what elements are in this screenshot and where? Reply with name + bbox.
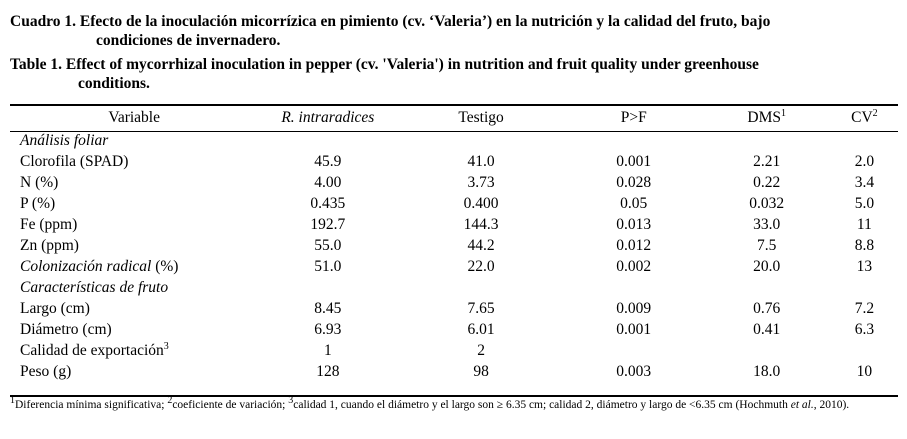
row-label-italic: Colonización radical xyxy=(20,257,152,275)
cell-control: 3.73 xyxy=(467,173,495,191)
cell-control: 41.0 xyxy=(467,152,495,170)
header-cv-label: CV xyxy=(851,109,873,126)
cell-treatment: 0.435 xyxy=(310,194,346,212)
table-row xyxy=(10,235,898,256)
row-label: Fe (ppm) xyxy=(20,215,78,233)
cell-cv: 8.8 xyxy=(854,236,875,254)
cell-control: 22.0 xyxy=(467,257,495,275)
cell-control: 144.3 xyxy=(463,215,499,233)
row-label-unit: (%) xyxy=(151,257,179,275)
footnote-text-3: calidad 1, cuando el diámetro y el largo son ≥ 6.35 cm; calidad 2, diámetro y largo de <6.35 cm (Hochmuth xyxy=(293,399,791,411)
caption-spanish xyxy=(10,12,900,50)
cell-cv: 7.2 xyxy=(854,299,875,317)
section-label: Análisis foliar xyxy=(20,131,109,149)
section-row-foliar xyxy=(10,130,898,151)
cell-control: 0.400 xyxy=(463,194,499,212)
caption-es-label: Cuadro 1. xyxy=(10,13,77,30)
cell-cv: 10 xyxy=(856,362,873,380)
cell-pf: 0.001 xyxy=(616,320,652,338)
caption-es-line2: condiciones de invernadero. xyxy=(96,32,281,49)
cell-dms: 18.0 xyxy=(753,362,781,380)
cell-dms xyxy=(703,340,831,361)
cell-cv: 13 xyxy=(856,257,873,275)
cell-pf: 0.003 xyxy=(616,362,652,380)
cell-cv: 2.0 xyxy=(854,152,875,170)
caption-en-label: Table 1. xyxy=(10,56,62,73)
table-row xyxy=(10,319,898,340)
caption-en-line1: Effect of mycorrhizal inoculation in pepper (cv. 'Valeria') in nutrition and fruit quality under greenhouse xyxy=(65,56,759,73)
table-header-row xyxy=(10,106,898,130)
table-row xyxy=(10,151,898,172)
table-row xyxy=(10,172,898,193)
cell-treatment: 45.9 xyxy=(314,152,342,170)
row-label: Clorofila (SPAD) xyxy=(20,152,129,170)
caption-en-line2: conditions. xyxy=(78,75,150,92)
cell-treatment: 128 xyxy=(316,362,340,380)
footnote-sup-3: 3 xyxy=(288,395,294,407)
cell-pf: 0.009 xyxy=(616,299,652,317)
row-label-sup: 3 xyxy=(163,340,169,352)
cell-control: 6.01 xyxy=(467,320,495,338)
cell-pf: 0.05 xyxy=(620,194,648,212)
cell-pf: 0.002 xyxy=(616,257,652,275)
table-row xyxy=(10,298,898,319)
cell-control: 44.2 xyxy=(467,236,495,254)
table-row xyxy=(10,214,898,235)
footnote-text-4: , 2010). xyxy=(813,399,850,411)
cell-treatment: 4.00 xyxy=(314,173,342,191)
cell-treatment: 55.0 xyxy=(314,236,342,254)
cell-cv: 3.4 xyxy=(854,173,875,191)
cell-dms: 20.0 xyxy=(753,257,781,275)
cell-pf: 0.001 xyxy=(616,152,652,170)
row-label-colonizacion xyxy=(10,256,258,277)
cell-cv: 5.0 xyxy=(854,194,875,212)
cell-pf: 0.012 xyxy=(616,236,652,254)
row-label-calidad xyxy=(10,340,258,361)
cell-pf: 0.013 xyxy=(616,215,652,233)
row-label: Peso (g) xyxy=(20,362,72,380)
cell-treatment: 6.93 xyxy=(314,320,342,338)
header-dms-sup: 1 xyxy=(781,107,787,119)
row-label: P (%) xyxy=(20,194,56,212)
cell-dms: 2.21 xyxy=(753,152,781,170)
caption-es-line1: Efecto de la inoculación micorrízica en pimiento (cv. ‘Valeria’) en la nutrición y la calidad del fruto, bajo xyxy=(79,13,771,30)
table-row xyxy=(10,193,898,214)
cell-control: 2 xyxy=(477,341,485,359)
footnote-text-2: coeficiente de variación; xyxy=(172,399,289,411)
cell-dms: 0.032 xyxy=(749,194,785,212)
cell-cv: 11 xyxy=(856,215,872,233)
header-variable: Variable xyxy=(108,109,160,126)
row-label: Zn (ppm) xyxy=(20,236,79,254)
cell-control: 7.65 xyxy=(467,299,495,317)
footnote-text-1: Diferencia mínima significativa; xyxy=(15,399,168,411)
cell-treatment: 8.45 xyxy=(314,299,342,317)
cell-treatment: 192.7 xyxy=(310,215,346,233)
row-label-text: Calidad de exportación xyxy=(20,341,164,359)
header-cv-sup: 2 xyxy=(872,107,878,119)
results-table xyxy=(10,106,898,382)
header-treatment: R. intraradices xyxy=(281,109,375,126)
cell-cv: 6.3 xyxy=(854,320,875,338)
cell-treatment: 51.0 xyxy=(314,257,342,275)
row-label: Diámetro (cm) xyxy=(20,320,112,338)
header-cv xyxy=(831,106,898,130)
footnote-etal: et al. xyxy=(790,399,814,411)
header-pf: P>F xyxy=(620,109,647,126)
cell-dms: 0.41 xyxy=(753,320,781,338)
table-row xyxy=(10,256,898,277)
header-dms xyxy=(703,106,831,130)
cell-pf xyxy=(565,340,703,361)
cell-dms: 33.0 xyxy=(753,215,781,233)
table-row xyxy=(10,361,898,382)
cell-treatment: 1 xyxy=(323,341,332,359)
cell-dms: 7.5 xyxy=(757,236,777,254)
section-row-fruto xyxy=(10,277,898,298)
header-dms-label: DMS xyxy=(747,109,782,126)
row-label: Largo (cm) xyxy=(20,299,90,317)
footnote-sup-2: 2 xyxy=(167,395,173,407)
section-label: Características de fruto xyxy=(20,278,169,296)
table-footnote xyxy=(10,397,900,413)
cell-cv xyxy=(831,340,898,361)
table-row xyxy=(10,340,898,361)
cell-dms: 0.22 xyxy=(753,173,781,191)
footnote-sup-1: 1 xyxy=(10,395,15,407)
row-label: N (%) xyxy=(20,173,59,191)
cell-pf: 0.028 xyxy=(616,173,652,191)
caption-english xyxy=(10,55,900,93)
header-control: Testigo xyxy=(458,109,504,126)
cell-control: 98 xyxy=(473,362,489,380)
cell-dms: 0.76 xyxy=(753,299,781,317)
